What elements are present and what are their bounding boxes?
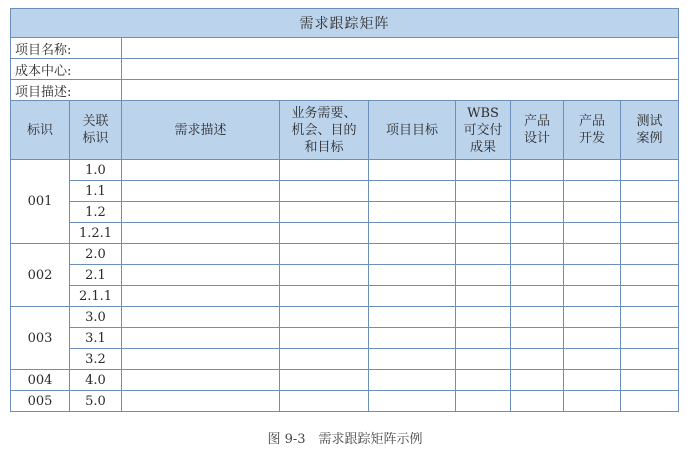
empty-cell: [456, 244, 511, 265]
empty-cell: [456, 223, 511, 244]
info-row: [11, 59, 679, 80]
related-id: 1.0: [70, 160, 122, 181]
requirement-id: 003: [11, 307, 70, 370]
related-id: 1.1: [70, 181, 122, 202]
empty-cell: [564, 349, 621, 370]
empty-cell: [511, 160, 564, 181]
requirement-id: 004: [11, 370, 70, 391]
empty-cell: [280, 286, 369, 307]
empty-cell: [511, 181, 564, 202]
empty-cell: [621, 307, 679, 328]
empty-cell: [280, 391, 369, 412]
empty-cell: [456, 202, 511, 223]
column-header: WBS 可交付 成果: [456, 101, 511, 160]
empty-cell: [511, 223, 564, 244]
empty-cell: [564, 181, 621, 202]
column-header: 测试 案例: [621, 101, 679, 160]
info-value: [122, 59, 679, 80]
empty-cell: [122, 160, 280, 181]
empty-cell: [280, 244, 369, 265]
column-header: 产品 设计: [511, 101, 564, 160]
table-row: [11, 223, 679, 244]
empty-cell: [122, 307, 280, 328]
empty-cell: [456, 160, 511, 181]
table-row: [11, 349, 679, 370]
empty-cell: [369, 328, 456, 349]
empty-cell: [511, 286, 564, 307]
info-row: [11, 38, 679, 59]
empty-cell: [621, 286, 679, 307]
requirement-id: 002: [11, 244, 70, 307]
column-header: 需求描述: [122, 101, 280, 160]
table-row: [11, 391, 679, 412]
empty-cell: [456, 349, 511, 370]
empty-cell: [621, 202, 679, 223]
empty-cell: [621, 181, 679, 202]
empty-cell: [122, 181, 280, 202]
empty-cell: [511, 349, 564, 370]
empty-cell: [280, 265, 369, 286]
empty-cell: [564, 202, 621, 223]
empty-cell: [280, 160, 369, 181]
table-row: [11, 286, 679, 307]
empty-cell: [511, 265, 564, 286]
empty-cell: [280, 202, 369, 223]
table-row: [11, 307, 679, 328]
empty-cell: [621, 265, 679, 286]
empty-cell: [511, 328, 564, 349]
empty-cell: [621, 349, 679, 370]
matrix-title: 需求跟踪矩阵: [11, 9, 679, 38]
empty-cell: [564, 244, 621, 265]
column-header: 业务需要、 机会、目的 和目标: [280, 101, 369, 160]
table-row: [11, 160, 679, 181]
related-id: 1.2: [70, 202, 122, 223]
related-id: 4.0: [70, 370, 122, 391]
empty-cell: [564, 391, 621, 412]
table-row: [11, 265, 679, 286]
info-label: 成本中心:: [11, 59, 122, 80]
related-id: 2.1: [70, 265, 122, 286]
empty-cell: [122, 265, 280, 286]
empty-cell: [564, 286, 621, 307]
empty-cell: [122, 244, 280, 265]
empty-cell: [122, 349, 280, 370]
empty-cell: [369, 370, 456, 391]
table-row: [11, 181, 679, 202]
info-value: [122, 80, 679, 101]
empty-cell: [564, 307, 621, 328]
info-value: [122, 38, 679, 59]
empty-cell: [456, 370, 511, 391]
related-id: 3.2: [70, 349, 122, 370]
empty-cell: [280, 328, 369, 349]
requirements-traceability-matrix: [10, 8, 679, 412]
column-header: 产品 开发: [564, 101, 621, 160]
empty-cell: [369, 286, 456, 307]
related-id: 3.1: [70, 328, 122, 349]
empty-cell: [280, 307, 369, 328]
empty-cell: [511, 370, 564, 391]
empty-cell: [369, 223, 456, 244]
empty-cell: [122, 286, 280, 307]
empty-cell: [621, 244, 679, 265]
related-id: 5.0: [70, 391, 122, 412]
info-label: 项目名称:: [11, 38, 122, 59]
table-row: [11, 244, 679, 265]
empty-cell: [280, 181, 369, 202]
empty-cell: [456, 307, 511, 328]
empty-cell: [369, 265, 456, 286]
empty-cell: [456, 328, 511, 349]
related-id: 3.0: [70, 307, 122, 328]
empty-cell: [122, 223, 280, 244]
empty-cell: [369, 202, 456, 223]
empty-cell: [621, 370, 679, 391]
empty-cell: [621, 391, 679, 412]
empty-cell: [122, 202, 280, 223]
empty-cell: [511, 202, 564, 223]
empty-cell: [564, 370, 621, 391]
empty-cell: [511, 244, 564, 265]
empty-cell: [369, 307, 456, 328]
column-header: 标识: [11, 101, 70, 160]
info-row: [11, 80, 679, 101]
empty-cell: [280, 223, 369, 244]
related-id: 2.0: [70, 244, 122, 265]
empty-cell: [511, 391, 564, 412]
empty-cell: [456, 181, 511, 202]
header-row: [11, 101, 679, 160]
empty-cell: [511, 307, 564, 328]
empty-cell: [564, 160, 621, 181]
table-row: [11, 328, 679, 349]
related-id: 1.2.1: [70, 223, 122, 244]
empty-cell: [369, 160, 456, 181]
empty-cell: [369, 391, 456, 412]
empty-cell: [621, 223, 679, 244]
figure-caption: 图 9-3 需求跟踪矩阵示例: [267, 432, 423, 447]
table-row: [11, 370, 679, 391]
empty-cell: [369, 244, 456, 265]
column-header: 项目目标: [369, 101, 456, 160]
empty-cell: [564, 265, 621, 286]
empty-cell: [564, 328, 621, 349]
empty-cell: [122, 391, 280, 412]
table-row: [11, 202, 679, 223]
empty-cell: [280, 349, 369, 370]
empty-cell: [456, 286, 511, 307]
empty-cell: [456, 265, 511, 286]
requirement-id: 005: [11, 391, 70, 412]
empty-cell: [621, 160, 679, 181]
empty-cell: [280, 370, 369, 391]
empty-cell: [456, 391, 511, 412]
empty-cell: [369, 181, 456, 202]
empty-cell: [122, 370, 280, 391]
column-header: 关联 标识: [70, 101, 122, 160]
empty-cell: [621, 328, 679, 349]
requirement-id: 001: [11, 160, 70, 244]
info-label: 项目描述:: [11, 80, 122, 101]
related-id: 2.1.1: [70, 286, 122, 307]
empty-cell: [122, 328, 280, 349]
empty-cell: [564, 223, 621, 244]
empty-cell: [369, 349, 456, 370]
